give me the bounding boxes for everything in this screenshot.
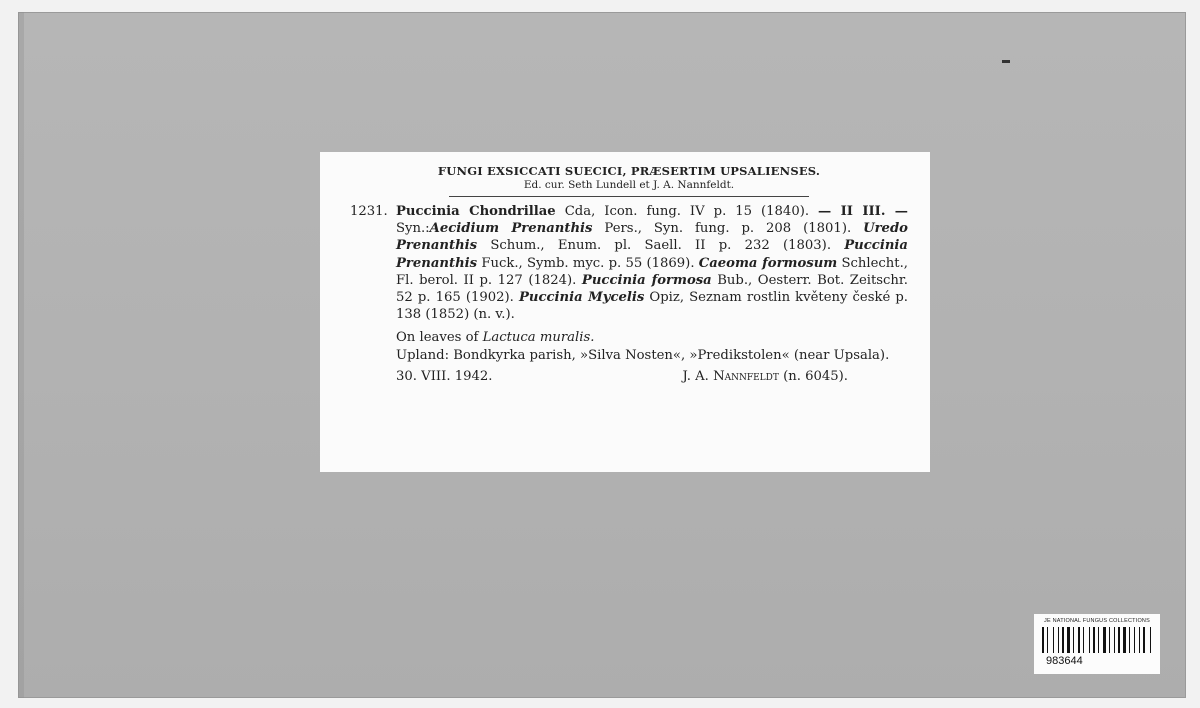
barcode-bar bbox=[1118, 627, 1120, 653]
barcode-bar bbox=[1121, 627, 1122, 653]
barcode-bar bbox=[1085, 627, 1088, 653]
barcode-title: JE NATIONAL FUNGUS COLLECTIONS bbox=[1044, 618, 1150, 624]
synonym-1-citation: Pers., Syn. fung. p. 208 (1801). bbox=[604, 221, 852, 237]
barcode-bar bbox=[1062, 627, 1064, 653]
barcode-bar bbox=[1123, 627, 1126, 653]
barcode-bar bbox=[1042, 627, 1044, 653]
barcode-bar bbox=[1109, 627, 1110, 653]
label-header-title: FUNGI EXSICCATI SUECICI, PRÆSERTIM UPSALIENSES. bbox=[437, 164, 821, 178]
sheet-mark bbox=[1002, 60, 1010, 63]
synonym-6-citation: Opiz, Seznam rostlin květeny české p. 138 (1852) (n. v.). bbox=[396, 290, 908, 323]
collection-details bbox=[350, 329, 908, 363]
synonym-4-name: Caeoma formosum bbox=[698, 255, 838, 271]
barcode-bar bbox=[1081, 627, 1082, 653]
label-footer bbox=[350, 368, 908, 385]
barcode-bar bbox=[1065, 627, 1066, 653]
barcode-bar bbox=[1129, 627, 1130, 653]
barcode-bar bbox=[1107, 627, 1108, 653]
collector-name: J. A. Nannfeldt bbox=[682, 368, 779, 384]
spore-stages: — II III. — bbox=[818, 204, 908, 219]
barcode-bar bbox=[1139, 627, 1140, 653]
barcode-bar bbox=[1143, 627, 1145, 653]
barcode-bar bbox=[1060, 627, 1061, 653]
barcode-label bbox=[1034, 614, 1160, 674]
barcode-bar bbox=[1146, 627, 1149, 653]
sheet-edge bbox=[18, 12, 24, 698]
barcode-bar bbox=[1071, 627, 1072, 653]
synonym-1-name: Aecidium Prenanthis bbox=[429, 221, 593, 237]
label-header-editors bbox=[350, 179, 908, 192]
exsiccata-number: 1231. bbox=[350, 204, 388, 219]
host-name: Lactuca muralis. bbox=[482, 330, 595, 346]
header-rule bbox=[449, 196, 809, 197]
synonyms-label: Syn.: bbox=[396, 221, 430, 237]
barcode-bar bbox=[1091, 627, 1092, 653]
barcode-bar bbox=[1141, 627, 1142, 653]
entry-body bbox=[396, 203, 908, 323]
barcode-bar bbox=[1127, 627, 1128, 653]
synonym-4-citation: Schlecht., Fl. berol. II p. 127 (1824). bbox=[396, 255, 908, 288]
synonym-2-name: Uredo Prenanthis bbox=[396, 221, 908, 254]
label-entry bbox=[350, 203, 908, 323]
barcode-bar bbox=[1134, 627, 1135, 653]
editors-text: Ed. cur. Seth Lundell et J. A. Nannfeldt. bbox=[523, 179, 735, 191]
barcode-bar bbox=[1098, 627, 1099, 653]
barcode-bar bbox=[1053, 627, 1054, 653]
barcode-bar bbox=[1045, 627, 1046, 653]
barcode-bar bbox=[1047, 627, 1048, 653]
barcode-bar bbox=[1150, 627, 1151, 653]
synonym-5-citation: Bub., Oesterr. Bot. Zeitschr. 52 p. 165 (1902). bbox=[396, 272, 908, 306]
host-line bbox=[396, 329, 908, 346]
barcode-bar bbox=[1114, 627, 1115, 653]
barcode-bar bbox=[1103, 627, 1106, 653]
barcode-number: 983644 bbox=[1046, 655, 1083, 667]
collection-date: 30. VIII. 1942. bbox=[396, 368, 493, 384]
synonym-2-citation: Schum., Enum. pl. Saell. II p. 232 (1803). bbox=[490, 238, 832, 254]
specimen-label bbox=[320, 152, 930, 472]
barcode-bar bbox=[1067, 627, 1070, 653]
barcode-bar bbox=[1116, 627, 1117, 653]
barcode-bar bbox=[1049, 627, 1052, 653]
species-name: Puccinia Chondrillae bbox=[396, 204, 556, 219]
barcode-bar bbox=[1100, 627, 1102, 653]
collector-line bbox=[683, 368, 848, 385]
barcode-bar bbox=[1093, 627, 1095, 653]
synonym-6-name: Puccinia Mycelis bbox=[518, 290, 645, 306]
barcode-bar bbox=[1078, 627, 1080, 653]
barcode-bar bbox=[1131, 627, 1133, 653]
barcode-bar bbox=[1111, 627, 1113, 653]
barcode-bar bbox=[1073, 627, 1074, 653]
barcode-bars bbox=[1042, 627, 1154, 653]
species-citation: Cda, Icon. fung. IV p. 15 (1840). bbox=[564, 204, 810, 219]
barcode-bar bbox=[1083, 627, 1084, 653]
barcode-bar bbox=[1055, 627, 1057, 653]
locality-line: Upland: Bondkyrka parish, »Silva Nosten«, »Predikstolen« (near Upsala). bbox=[396, 347, 890, 363]
barcode-bar bbox=[1075, 627, 1077, 653]
barcode-bar bbox=[1096, 627, 1097, 653]
synonym-3-name: Puccinia Prenanthis bbox=[396, 238, 908, 271]
barcode-bar bbox=[1058, 627, 1059, 653]
barcode-bar bbox=[1136, 627, 1138, 653]
host-prefix: On leaves of bbox=[396, 330, 479, 346]
barcode-bar bbox=[1089, 627, 1090, 653]
synonym-5-name: Puccinia formosa bbox=[581, 272, 712, 288]
entry-text bbox=[396, 203, 908, 323]
synonym-3-citation: Fuck., Symb. myc. p. 55 (1869). bbox=[481, 255, 695, 271]
collector-number: (n. 6045). bbox=[783, 368, 848, 384]
